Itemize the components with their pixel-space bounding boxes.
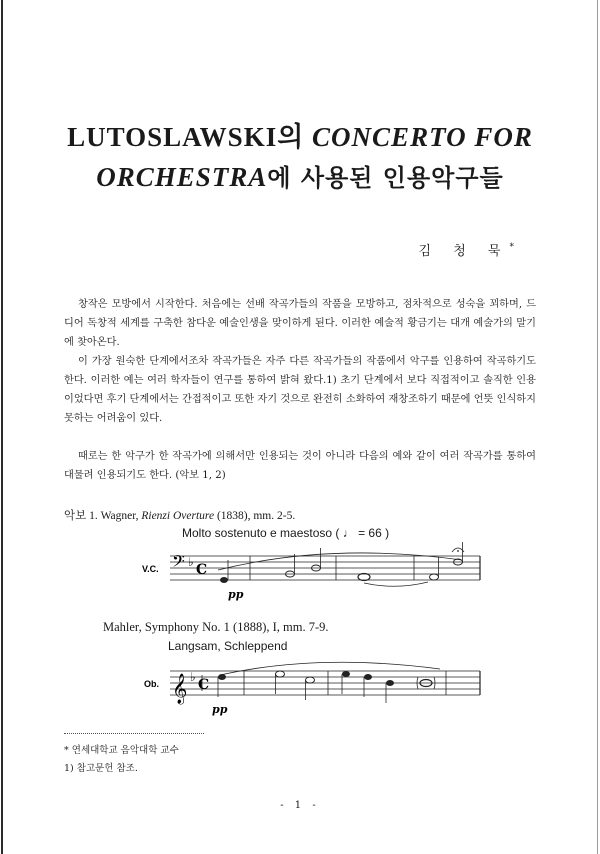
example-1-tempo: Molto sostenuto e maestoso ( ♩ = 66 ): [182, 526, 390, 540]
example-1-work: Rienzi Overture: [141, 510, 215, 522]
body-paragraph-2: 이 가장 원숙한 단계에서조차 작곡가들은 자주 다른 작곡가들의 작품에서 악구를 인용하여 작곡하기도 한다. 이러한 예는 여러 학자들이 연구를 통하여 밝혀 왔다.1) 초기 단계에서 보다 직접적이고 솔직한 인용이었다면 후기 단계에서는 간접적이고 또한 자기 것으로 완전히 소화하여 재창조하기 때문에 언뜻 인식하지 못하는 어려움이 있다.: [64, 356, 536, 424]
author-name: 김 청 묵: [418, 244, 510, 259]
example-1-dynamic: pp: [228, 588, 244, 601]
note: [364, 674, 372, 680]
title-subject: 에 사용된 인용악구들: [267, 164, 504, 192]
example-1-detail: (1838), mm. 2-5.: [214, 510, 296, 522]
note: [218, 674, 226, 680]
example-2-caption: Mahler, Symphony No. 1 (1888), I, mm. 7-9.: [103, 620, 329, 634]
example-2-score: [140, 655, 500, 717]
example-1-score: [140, 540, 500, 602]
note: [276, 671, 285, 677]
treble-clef-icon: 𝄞: [172, 674, 188, 704]
title-work-part-2: ORCHESTRA: [96, 162, 268, 192]
title-line-1: [0, 116, 600, 158]
footnote-affiliation: * 연세대학교 음악대학 교수: [64, 745, 179, 756]
example-1-staff-svg: [140, 540, 500, 602]
author-footnote-mark: *: [509, 242, 514, 253]
example-1-instrument: V.C.: [142, 564, 159, 574]
author-byline: [419, 240, 514, 259]
note: [306, 677, 315, 683]
body-paragraph-3: 때로는 한 악구가 한 작곡가에 의해서만 인용되는 것이 아니라 다음의 예와 같이 여러 작곡가를 통하여 대물려 인용되기도 한다. (악보 1, 2): [64, 451, 536, 481]
page-number: - 1 -: [280, 800, 320, 811]
note: [220, 577, 228, 583]
whole-note: [358, 574, 370, 581]
title-work-part-1: CONCERTO FOR: [312, 122, 533, 152]
example-1-label: 악보 1. Wagner,: [64, 510, 142, 522]
example-2-tempo: Langsam, Schleppend: [168, 639, 288, 653]
note: [342, 671, 350, 677]
footnote-divider: [64, 733, 204, 734]
flat-sign-icon: ♭: [188, 555, 194, 569]
common-time-icon: C: [196, 562, 208, 578]
example-2-staff-svg: [140, 655, 500, 717]
title-line-2: [0, 156, 600, 199]
example-1-staff-lines: [170, 556, 480, 580]
note: [386, 680, 394, 686]
footnote-1: 1) 참고문헌 참조.: [64, 763, 138, 774]
example-2-dynamic: pp: [212, 703, 228, 716]
example-2-instrument: Ob.: [144, 679, 159, 689]
cut-time-icon: C: [198, 677, 210, 693]
example-1-caption: [64, 507, 295, 523]
example-2-staff-lines: [170, 671, 480, 695]
title-composer: LUTOSLAWSKI의: [67, 122, 313, 152]
note: [430, 574, 439, 580]
phrase-slur: [218, 553, 462, 570]
tie: [364, 582, 428, 586]
body-paragraph-1: 창작은 모방에서 시작한다. 처음에는 선배 작곡가들의 작품을 모방하고, 점차적으로 성숙을 꾀하며, 드디어 독창적 세계를 구축한 참다운 예술인생을 맞이하게 된다. 이러한 예술적 황금기는 대개 예술가의 말기에 찾아온다.: [64, 299, 536, 348]
flat-sign-icon: ♭: [190, 670, 196, 684]
bass-clef-icon: 𝄢: [172, 551, 185, 575]
phrase-slur: [220, 662, 440, 675]
